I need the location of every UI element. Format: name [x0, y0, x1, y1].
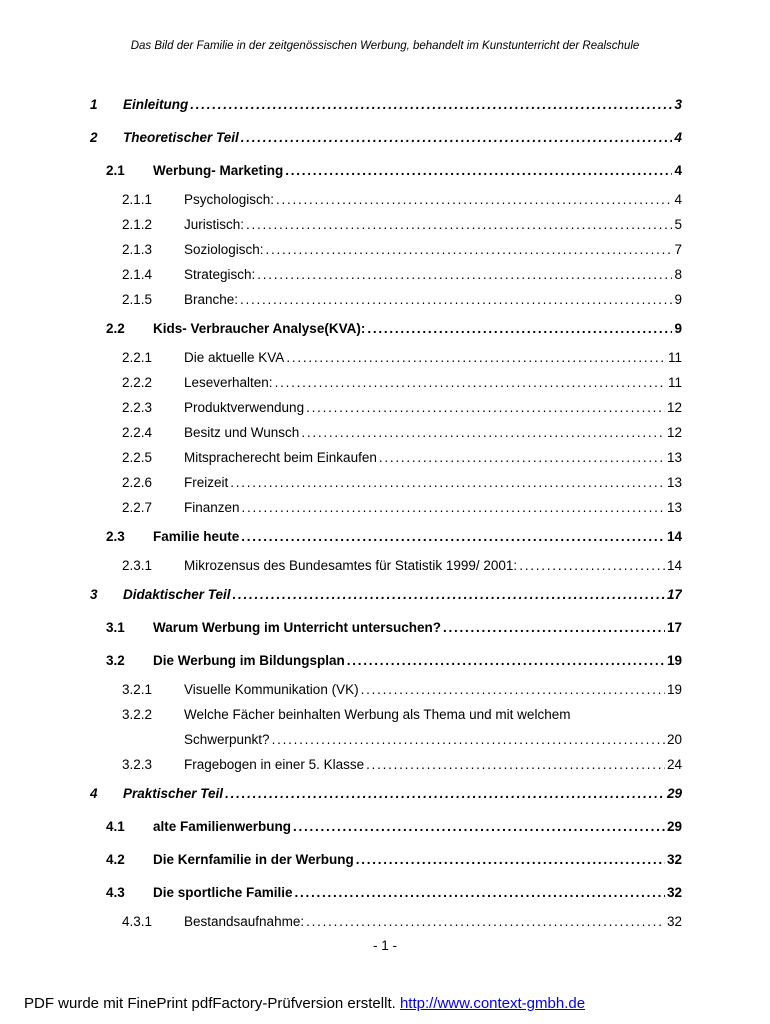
toc-entry-number: 2.2: [106, 321, 125, 336]
toc-entry-number: 2.2.2: [122, 375, 153, 390]
toc-dot-leader: [242, 495, 665, 520]
toc-entry-2-2-1[interactable]: [90, 345, 682, 370]
toc-entry-title: alte Familienwerbung: [153, 819, 292, 834]
toc-entry-4-3[interactable]: [90, 876, 682, 909]
toc-entry-2-1-3[interactable]: [90, 237, 682, 262]
toc-entry-page: 8: [674, 267, 682, 282]
toc-entry-title: Mitspracherecht beim Einkaufen: [184, 450, 377, 465]
toc-entry-4[interactable]: [90, 777, 682, 810]
toc-entry-title: Finanzen: [184, 500, 240, 515]
toc-entry-page: 11: [667, 375, 682, 390]
toc-entry-3-2[interactable]: [90, 644, 682, 677]
toc-dot-leader: [361, 677, 665, 702]
toc-entry-2-1-4[interactable]: [90, 262, 682, 287]
toc-entry-page: 11: [667, 350, 682, 365]
toc-entry-title: Produktverwendung: [184, 400, 305, 415]
toc-entry-2-2[interactable]: [90, 312, 682, 345]
toc-entry-4-1[interactable]: [90, 810, 682, 843]
toc-dot-leader: [230, 470, 665, 495]
toc-dot-leader: [266, 237, 673, 262]
table-of-contents: [90, 88, 682, 934]
toc-entry-page: 19: [666, 653, 682, 668]
toc-entry-number: 3.1: [106, 620, 125, 635]
toc-dot-leader: [241, 121, 673, 154]
toc-entry-title: Die Kernfamilie in der Werbung: [153, 852, 354, 867]
toc-entry-number: 2.1: [106, 163, 125, 178]
toc-entry-title: Welche Fächer beinhalten Werbung als Thema und mit welchem: [184, 707, 571, 722]
toc-dot-leader: [356, 843, 665, 876]
toc-entry-number: 2.2.5: [122, 450, 153, 465]
toc-dot-leader: [306, 909, 665, 934]
toc-entry-title: Praktischer Teil: [123, 786, 224, 801]
toc-entry-title: Familie heute: [153, 529, 240, 544]
toc-entry-page: 4: [674, 163, 682, 178]
toc-entry-number: 2.1.5: [122, 292, 153, 307]
toc-entry-page: 24: [666, 757, 682, 772]
toc-entry-number: 4.3.1: [122, 914, 153, 929]
toc-entry-number: 4.2: [106, 852, 125, 867]
footer-text: PDF wurde mit FinePrint pdfFactory-Prüfversion erstellt.: [24, 995, 396, 1012]
toc-entry-page: 32: [666, 914, 682, 929]
toc-entry-title: Juristisch:: [184, 217, 245, 232]
toc-entry-title: Bestandsaufnahme:: [184, 914, 305, 929]
toc-entry-number: 3.2: [106, 653, 125, 668]
toc-entry-title-continuation: Schwerpunkt?: [184, 732, 270, 747]
toc-dot-leader: [347, 644, 665, 677]
running-header: Das Bild der Familie in der zeitgenössischen Werbung, behandelt im Kunstunterricht der Realschule: [130, 40, 640, 52]
toc-entry-title: Didaktischer Teil: [123, 587, 231, 602]
toc-dot-leader: [519, 553, 665, 578]
toc-entry-number: 2.1.1: [122, 192, 153, 207]
toc-entry-2[interactable]: [90, 121, 682, 154]
toc-dot-leader: [233, 578, 665, 611]
toc-dot-leader: [443, 611, 665, 644]
toc-entry-number: 3.2.2: [122, 707, 153, 722]
toc-entry-page: 14: [666, 529, 682, 544]
toc-entry-2-1-5[interactable]: [90, 287, 682, 312]
toc-entry-3-2-3[interactable]: [90, 752, 682, 777]
toc-entry-page: 19: [666, 682, 682, 697]
toc-entry-page: 14: [666, 558, 682, 573]
toc-entry-number: 2.2.6: [122, 475, 153, 490]
toc-entry-number: 3.2.3: [122, 757, 153, 772]
toc-entry-page: 4: [674, 192, 682, 207]
toc-dot-leader: [285, 154, 672, 187]
toc-entry-2-2-3[interactable]: [90, 395, 682, 420]
toc-dot-leader: [272, 727, 665, 752]
toc-entry-page: 32: [666, 852, 682, 867]
toc-entry-page: 29: [666, 819, 682, 834]
toc-entry-2-3[interactable]: [90, 520, 682, 553]
toc-entry-number: 2.1.2: [122, 217, 153, 232]
toc-entry-page: 17: [666, 620, 682, 635]
toc-dot-leader: [379, 445, 665, 470]
toc-entry-title: Kids- Verbraucher Analyse(KVA):: [153, 321, 366, 336]
toc-entry-title: Fragebogen in einer 5. Klasse: [184, 757, 365, 772]
toc-dot-leader: [306, 395, 665, 420]
toc-entry-page: 29: [666, 786, 682, 801]
toc-entry-title: Die Werbung im Bildungsplan: [153, 653, 345, 668]
toc-entry-page: 13: [666, 500, 682, 515]
toc-dot-leader: [295, 876, 665, 909]
toc-dot-leader: [286, 345, 666, 370]
toc-entry-2-2-6[interactable]: [90, 470, 682, 495]
toc-dot-leader: [293, 810, 665, 843]
toc-entry-title: Branche:: [184, 292, 239, 307]
toc-entry-page: 20: [666, 732, 682, 747]
toc-entry-4-2[interactable]: [90, 843, 682, 876]
toc-entry-number: 4.3: [106, 885, 125, 900]
toc-entry-page: 4: [674, 130, 682, 145]
toc-entry-4-3-1[interactable]: [90, 909, 682, 934]
toc-entry-2-2-7[interactable]: [90, 495, 682, 520]
toc-entry-title: Mikrozensus des Bundesamtes für Statistik 1999/ 2001:: [184, 558, 518, 573]
toc-dot-leader: [301, 420, 665, 445]
toc-entry-number: 2.2.4: [122, 425, 153, 440]
toc-entry-page: 9: [674, 321, 682, 336]
toc-entry-title: Psychologisch:: [184, 192, 275, 207]
toc-entry-number: 2.1.3: [122, 242, 153, 257]
toc-entry-page: 12: [666, 425, 682, 440]
toc-entry-continuation[interactable]: [90, 727, 682, 752]
toc-entry-title: Warum Werbung im Unterricht untersuchen?: [153, 620, 442, 635]
toc-entry-title: Werbung- Marketing: [153, 163, 284, 178]
toc-entry-number: 4: [90, 786, 98, 801]
toc-entry-number: 2.2.1: [122, 350, 153, 365]
toc-entry-2-1[interactable]: [90, 154, 682, 187]
toc-entry-title: Theoretischer Teil: [123, 130, 239, 145]
toc-entry-2-2-4[interactable]: [90, 420, 682, 445]
toc-dot-leader: [246, 212, 672, 237]
toc-dot-leader: [190, 88, 672, 121]
toc-entry-title: Visuelle Kommunikation (VK): [184, 682, 359, 697]
toc-entry-number: 2.3: [106, 529, 125, 544]
toc-entry-title: Die aktuelle KVA: [184, 350, 285, 365]
toc-dot-leader: [225, 777, 665, 810]
toc-entry-title: Besitz und Wunsch: [184, 425, 300, 440]
toc-entry-page: 32: [666, 885, 682, 900]
toc-dot-leader: [240, 287, 672, 312]
footer-link[interactable]: http://www.context-gmbh.de: [399, 995, 586, 1012]
pdf-footer: [24, 995, 585, 1012]
toc-dot-leader: [257, 262, 672, 287]
toc-entry-number: 2.2.7: [122, 500, 153, 515]
toc-dot-leader: [241, 520, 665, 553]
toc-entry-2-2-2[interactable]: [90, 370, 682, 395]
toc-entry-1[interactable]: [90, 88, 682, 121]
toc-entry-page: 17: [666, 587, 682, 602]
toc-dot-leader: [366, 752, 665, 777]
toc-dot-leader: [275, 370, 666, 395]
toc-entry-page: 7: [674, 242, 682, 257]
toc-entry-number: 2: [90, 130, 98, 145]
toc-entry-page: 13: [666, 450, 682, 465]
toc-entry-number: 1: [90, 97, 98, 112]
toc-entry-2-1-2[interactable]: [90, 212, 682, 237]
toc-entry-title: Soziologisch:: [184, 242, 264, 257]
page-number: - 1 -: [372, 938, 397, 953]
toc-entry-title: Die sportliche Familie: [153, 885, 293, 900]
toc-entry-3-2-2[interactable]: [90, 702, 682, 727]
toc-entry-page: 3: [674, 97, 682, 112]
toc-entry-3[interactable]: [90, 578, 682, 611]
toc-entry-title: Strategisch:: [184, 267, 256, 282]
toc-entry-2-3-1[interactable]: [90, 553, 682, 578]
toc-entry-number: 3.2.1: [122, 682, 153, 697]
toc-entry-number: 2.3.1: [122, 558, 153, 573]
toc-entry-2-1-1[interactable]: [90, 187, 682, 212]
toc-entry-3-1[interactable]: [90, 611, 682, 644]
toc-entry-number: 2.2.3: [122, 400, 153, 415]
toc-entry-title: Leseverhalten:: [184, 375, 273, 390]
toc-dot-leader: [367, 312, 672, 345]
toc-entry-page: 12: [666, 400, 682, 415]
toc-entry-number: 4.1: [106, 819, 125, 834]
toc-entry-page: 9: [674, 292, 682, 307]
toc-entry-title: Freizeit: [184, 475, 229, 490]
toc-entry-3-2-1[interactable]: [90, 677, 682, 702]
toc-entry-page: 13: [666, 475, 682, 490]
toc-entry-page: 5: [674, 217, 682, 232]
toc-entry-title: Einleitung: [123, 97, 189, 112]
toc-dot-leader: [276, 187, 672, 212]
toc-entry-2-2-5[interactable]: [90, 445, 682, 470]
toc-entry-number: 3: [90, 587, 98, 602]
toc-entry-number: 2.1.4: [122, 267, 153, 282]
